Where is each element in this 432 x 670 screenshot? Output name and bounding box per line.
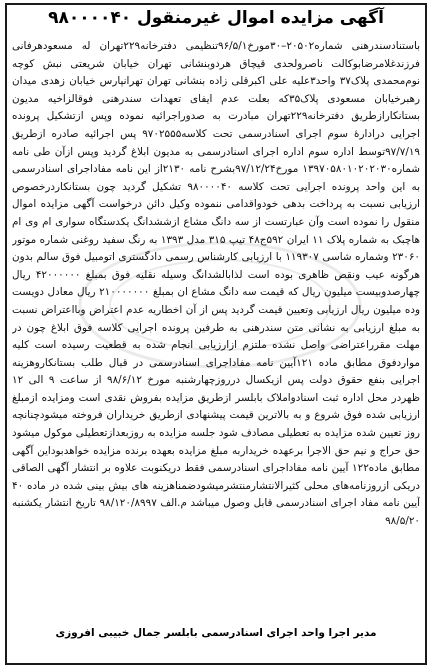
notice-signature: مدیر اجرا واحد اجرای اسنادرسمی بابلسر جمال خبیبی افروزی — [55, 627, 377, 639]
notice-title: آگهی مزایده اموال غیرمنقول ۹۸۰۰۰۰۴۰ — [48, 8, 384, 28]
notice-body: باستنادسندرهنی شماره۲۰۵۰۲–۳۰مورخ۹۶/۵/۱تنظیمی دفترخانه۲۲۹تهران له مسعودهرفانی فرزندغلامرضابوکالت ناصرولحدی قیچاق هردوبنشانی تهران خیابان شریعتی نبش کوچه نوم‌محمدی پلاک۳۷ واحد۳علیه علی اکبرقلی زاده بنشانی تهران تهرانپارس خیابان زهدی میدان رهبرخیابان مسعودی پلاک۳۵که بعلت عدم ایفای تعهدات سندرهنی فوقالزاخیه مدیون بستانکارازطریق دفترخانه۲۲۹تهران مبادرت به صدوراجرائیه نموده وپس ازتشکیل پرونده اجرایی درادارهٔ سوم اجرای اسنادرسمی تحت کلاسه۹۷۰۲۵۵۵ پس اجرائیه صادره ازطریق ۹۷/۷/۱۹توسط اداره سوم اداره اجرای اسنادرسمی به مدیون ابلاغ گردید وپس ازآن طی نامه شماره۱۳۹۷۰۵۸۰۱۰۲۰۲۰۳۰ مورخ۹۷/۱۲/۲۴بشرح نامه ۲۱۳۰از این نامه مفاداجرای اسنادرسمی به این واحد پرونده اجرایی تحت کلاسه ۹۸۰۰۰۰۴۰ تشکیل گردید چون بستانکاردرخصوص ارزیابی نسبت به پرداخت بدهی خودواقدامی ننموده وکیل دائن درخواست آگهی مزایده اموال منقول را نموده است وآن عبارتست از سه دانگ مشاع ازششدانگ یکدستگاه سواری ام وی ام هاچبک به شماره پلاک ۱۱ ایران ۵۹۲ج۴۸ تیپ ۳۱۵ مدل ۱۳۹۳ به رنگ سفید روغنی شماره موتور ۲۳۰۶۰ وشماره شاسی ۱۱۹۳۰۷ با ارزیابی کارشناس رسمی دادگستری اتومبیل فوق سالم بدون هرگونه عیب ونقص ظاهری بوده است لذابالشدانگ وسیله نقلیه فوق بمبلغ ۴۲۰۰۰۰۰۰ ریال چهارصدوبیست میلیون ریال که قیمت سه دانگ مشاع ان بمبلغ ۲۱۰۰۰۰۰۰۰ ریال معادل دویست وده میلیون ریال ارزیابی وتعیین قیمت گردید پس از آن اخطاریه عدم اعتراض وبااعتراض نسبت به مبلغ ارزیابی به نشانی متن سندرهنی به طرفین پرونده اجرایی کلاسه فوق ابلاغ چون در مهلت مقرراعتراضی واصل نشده ملتزم ازارزیابی انجام شده به قطعیت رسیده است کلیه مواردفوق مطابق ماده ۱۲۱آیین نامه مفاداجرای اسنادرسمی در قبال طلب بستانکاروهزینه اجرایی بنفع حقوق دولت پس ازیکسال درروزچهارشنبه مورخ ۹۸/۶/۱۲ از ساعت ۹ الی ۱۲ ظهردر محل اداره ثبت اسنادواملاک بابلسر ازطریق مزایده بفروش نقدی است ومزایده ازمبلغ ارزیابی شده فوق شروع و به بالاترین قیمت پیشنهادی ازطریق خریداران فروخته میشودچنانچه روز تعیین شده مزایده به تعطیلی مصادف شود جلسه مزایده به روزبعدازتعطیلی موکول میشود حق حراج و نیم حق الاجرا برعهده خریداربه مبلغ مزایده بعهده برنده مزایده خواهدبوداین آگهی مطابق ماده۱۲۲ آیین نامه مفاداجرای اسنادرسمی فقط دریکنوبت علاوه بر انتشار آگهی الصاقی دریکی ازروزنامه‌های محلی کثیرالانتشارمنتشرمیشودضمناهزینه های بیش بینی شده در ماده ۴۰ آیین نامه مفاد اجرای اسنادرسمی قابل وصول میباشد م.الف ۹۸/۱۲۰/۸۹۹۷ تاریخ انتشار یکشنبه ۹۸/۵/۲۰ — [12, 40, 420, 528]
